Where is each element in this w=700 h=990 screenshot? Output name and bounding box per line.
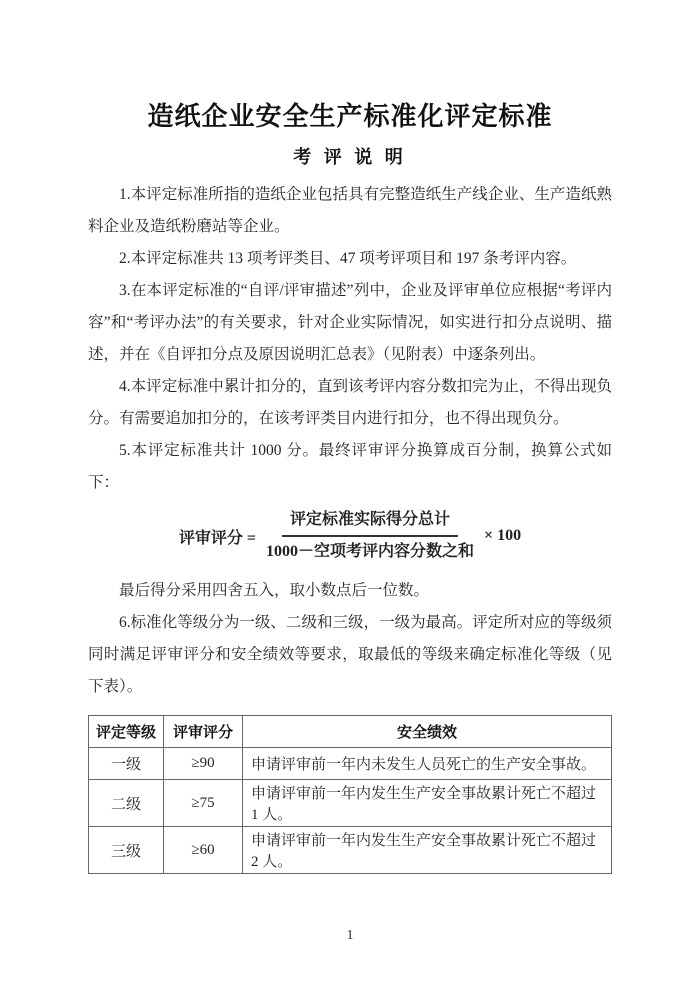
- grade-cell: 二级: [89, 780, 164, 827]
- performance-cell: 申请评审前一年内发生生产安全事故累计死亡不超过 2 人。: [243, 827, 612, 874]
- table-row: [89, 827, 612, 874]
- performance-cell: 申请评审前一年内未发生人员死亡的生产安全事故。: [243, 748, 612, 780]
- score-conversion-formula: [88, 507, 612, 565]
- table-row: [89, 748, 612, 780]
- grade-cell: 三级: [89, 827, 164, 874]
- table-header-row: [89, 716, 612, 748]
- document-title: 造纸企业安全生产标准化评定标准: [147, 102, 553, 131]
- score-cell: ≥90: [164, 748, 243, 780]
- page-number: 1: [346, 928, 354, 943]
- formula-denominator: 1000－空项考评内容分数之和: [265, 543, 474, 560]
- table-header-score: 评审评分: [164, 716, 243, 748]
- paragraph-1: 1.本评定标准所指的造纸企业包括具有完整造纸生产线企业、生产造纸熟料企业及造纸粉磨站等企业。: [88, 186, 612, 235]
- paragraph-3: 3.在本评定标准的“自评/评审描述”列中，企业及评审单位应根据“考评内容”和“考评办法”的有关要求，针对企业实际情况，如实进行扣分点说明、描述，并在《自评扣分点及原因说明汇总表》（见附表）中逐条列出。: [88, 282, 612, 363]
- score-cell: ≥75: [164, 780, 243, 827]
- formula-multiplier: × 100: [484, 527, 522, 544]
- paragraph-5: 5.本评定标准共计 1000 分。最终评审评分换算成百分制，换算公式如下：: [88, 442, 612, 491]
- formula-numerator: 评定标准实际得分总计: [282, 507, 458, 537]
- paragraph-6: 6.标准化等级分为一级、二级和三级，一级为最高。评定所对应的等级须同时满足评审评分和安全绩效等要求，取最低的等级来确定标准化等级（见下表）。: [88, 614, 612, 695]
- score-cell: ≥60: [164, 827, 243, 874]
- table-header-performance: 安全绩效: [243, 716, 612, 748]
- grade-table: [88, 715, 612, 874]
- table-row: [89, 780, 612, 827]
- paragraph-4: 4.本评定标准中累计扣分的，直到该考评内容分数扣完为止，不得出现负分。有需要追加扣分的，在该考评类目内进行扣分，也不得出现负分。: [88, 378, 612, 427]
- table-header-grade: 评定等级: [89, 716, 164, 748]
- formula-lhs: 评审评分 =: [178, 529, 256, 547]
- formula-fraction: [266, 507, 474, 565]
- paragraph-rounding-note: 最后得分采用四舍五入，取小数点后一位数。: [119, 582, 430, 599]
- performance-cell: 申请评审前一年内发生生产安全事故累计死亡不超过 1 人。: [243, 780, 612, 827]
- section-heading: 考 评 说 明: [293, 147, 407, 167]
- paragraph-2: 2.本评定标准共 13 项考评类目、47 项考评项目和 197 条考评内容。: [119, 250, 577, 267]
- grade-cell: 一级: [89, 748, 164, 780]
